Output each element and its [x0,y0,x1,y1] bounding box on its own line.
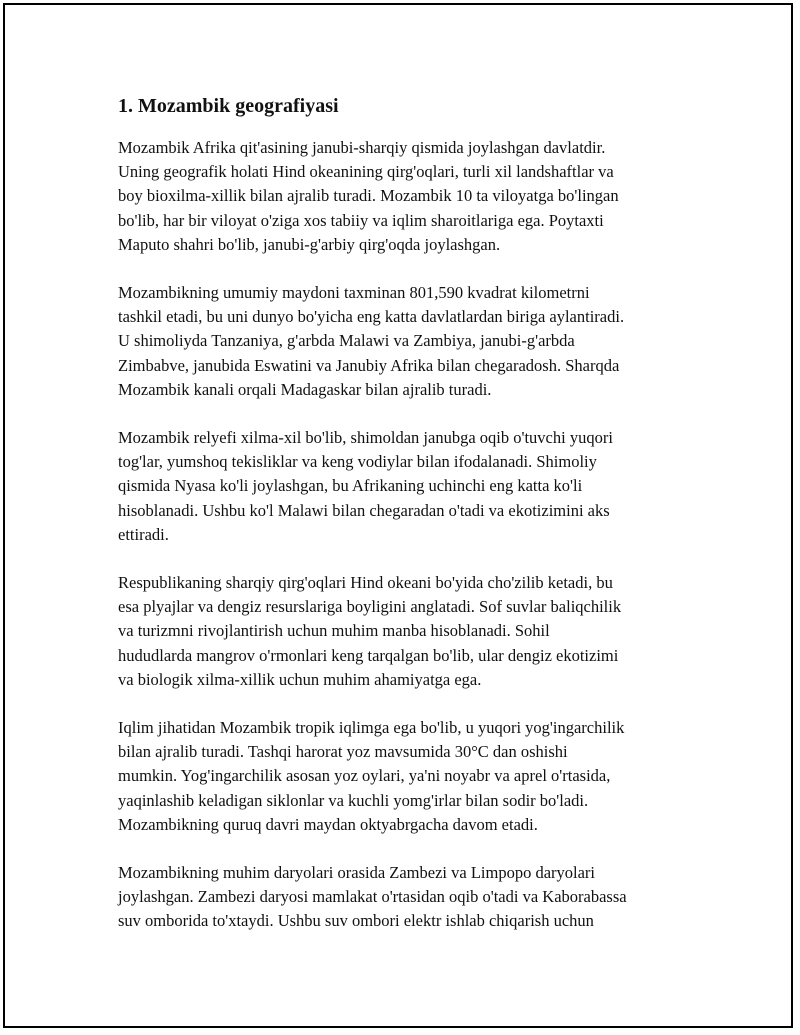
paragraph-line: Mozambik Afrika qit'asining janubi-sharqiy qismida joylashgan davlatdir. [118,138,606,157]
paragraph-line: mumkin. Yog'ingarchilik asosan yoz oylari, ya'ni noyabr va aprel o'rtasida, [118,766,611,786]
paragraph-line: tog'lar, yumshoq tekisliklar va keng vodiylar bilan ifodalanadi. Shimoliy [118,452,597,472]
paragraph-line: Mozambikning muhim daryolari orasida Zambezi va Limpopo daryolari [118,863,595,883]
paragraph-1 [118,136,698,257]
paragraph-line: Mozambik kanali orqali Madagaskar bilan ajralib turadi. [118,379,492,399]
paragraph-line: U shimoliyda Tanzaniya, g'arbda Malawi va Zambiya, janubi-g'arbda [118,331,575,351]
paragraph-line: bo'lib, har bir viloyat o'ziga xos tabiiy va iqlim sharoitlariga ega. Poytaxti [118,210,604,230]
paragraph-line: Iqlim jihatidan Mozambik tropik iqlimga ega bo'lib, u yuqori yog'ingarchilik [118,718,625,738]
paragraph-4 [118,571,698,692]
paragraph-line: Mozambik relyefi xilma-xil bo'lib, shimoldan janubga oqib o'tuvchi yuqori [118,428,613,448]
paragraph-line: yaqinlashib keladigan siklonlar va kuchli yomg'irlar bilan sodir bo'ladi. [118,790,589,810]
paragraph-6 [118,861,698,934]
section-title: 1. Mozambik geografiyasi [118,95,339,117]
paragraph-line: boy bioxilma-xillik bilan ajralib turadi. Mozambik 10 ta viloyatga bo'lingan [118,186,619,206]
paragraph-line: tashkil etadi, bu uni dunyo bo'yicha eng katta davlatlardan biriga aylantiradi. [118,307,625,327]
paragraph-line: Mozambikning quruq davri maydan oktyabrgacha davom etadi. [118,814,538,834]
paragraph-line: hududlarda mangrov o'rmonlari keng tarqalgan bo'lib, ular dengiz ekotizimi [118,645,619,665]
paragraph-line: va biologik xilma-xillik uchun muhim ahamiyatga ega. [118,669,482,689]
paragraph-line: esa plyajlar va dengiz resurslariga boyligini anglatadi. Sof suvlar baliqchilik [118,597,622,617]
document-body [118,92,698,958]
paragraph-3 [118,426,698,547]
paragraph-5 [118,716,698,837]
paragraph-line: Maputo shahri bo'lib, janubi-g'arbiy qirg'oqda joylashgan. [118,234,501,254]
paragraph-line: qismida Nyasa ko'li joylashgan, bu Afrikaning uchinchi eng katta ko'li [118,476,583,496]
paragraph-line: va turizmni rivojlantirish uchun muhim manba hisoblanadi. Sohil [118,621,550,641]
paragraph-line: Mozambikning umumiy maydoni taxminan 801,590 kvadrat kilometrni [118,283,590,303]
paragraph-line: bilan ajralib turadi. Tashqi harorat yoz mavsumida 30°C dan oshishi [118,742,568,762]
paragraph-line: hisoblanadi. Ushbu ko'l Malawi bilan chegaradan o'tadi va ekotizimini aks [118,500,610,520]
paragraph-line: ettiradi. [118,524,169,544]
paragraph-2 [118,281,698,402]
paragraph-line: Uning geografik holati Hind okeanining qirg'oqlari, turli xil landshaftlar va [118,162,614,182]
paragraph-line: Respublikaning sharqiy qirg'oqlari Hind okeani bo'yida cho'zilib ketadi, bu [118,573,613,593]
paragraph-line: Zimbabve, janubida Eswatini va Janubiy Afrika bilan chegaradosh. Sharqda [118,355,620,375]
paragraph-line: joylashgan. Zambezi daryosi mamlakat o'rtasidan oqib o'tadi va Kaborabassa [118,887,627,907]
paragraph-line: suv omborida to'xtaydi. Ushbu suv ombori elektr ishlab chiqarish uchun [118,911,594,931]
